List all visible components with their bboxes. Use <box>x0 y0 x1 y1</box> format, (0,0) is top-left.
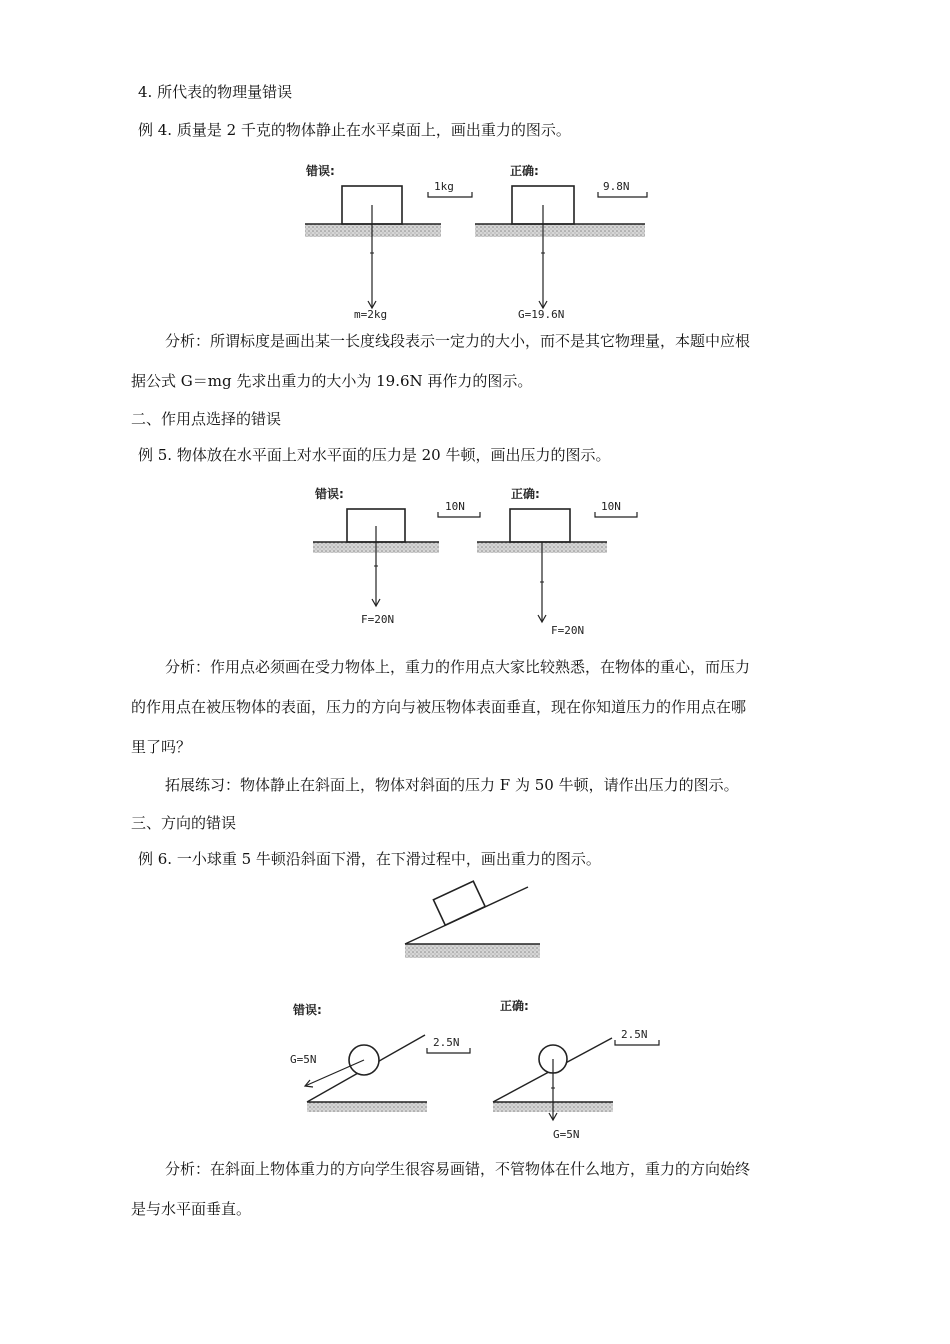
fig4-wrong-scale: 2.5N <box>433 1036 460 1049</box>
analysis-4-line-1: 分析：所谓标度是画出某一长度线段表示一定力的大小，而不是其它物理量，本题中应根 <box>165 332 751 350</box>
ground-surface <box>307 1102 427 1112</box>
table-surface <box>305 224 441 237</box>
example-4: 例 4. 质量是 2 千克的物体静止在水平桌面上，画出重力的图示。 <box>138 121 571 139</box>
analysis-5-line-1: 分析：作用点必须画在受力物体上，重力的作用点大家比较熟悉，在物体的重心，而压力 <box>165 658 751 676</box>
fig1-wrong-title: 错误: <box>306 164 335 178</box>
fig1-right-force: G=19.6N <box>518 308 565 321</box>
fig2-wrong-title: 错误: <box>315 487 344 501</box>
fig1-wrong-force: m=2kg <box>354 308 388 321</box>
analysis-6-line-1: 分析：在斜面上物体重力的方向学生很容易画错，不管物体在什么地方，重力的方向始终 <box>165 1160 751 1178</box>
block <box>433 881 485 925</box>
fig2-right-title: 正确: <box>511 487 540 501</box>
figure-incline-block <box>400 875 550 970</box>
ground-surface <box>405 944 540 958</box>
practice-exercise: 拓展练习：物体静止在斜面上，物体对斜面的压力 F 为 50 牛顿，请作出压力的图示。 <box>165 776 739 794</box>
analysis-5-line-3: 里了吗？ <box>131 738 192 756</box>
fig4-wrong-force: G=5N <box>290 1053 317 1066</box>
figure-example-4 <box>300 158 680 323</box>
analysis-6-line-2: 是与水平面垂直。 <box>131 1200 252 1218</box>
figure-example-5 <box>305 482 650 642</box>
analysis-4-line-2: 据公式 G＝mg 先求出重力的大小为 19.6N 再作力的图示。 <box>131 372 533 390</box>
fig4-wrong-title: 错误: <box>293 1003 322 1017</box>
table-surface <box>475 224 645 237</box>
fig4-right-title: 正确: <box>500 999 529 1013</box>
fig2-right-force: F=20N <box>551 624 585 637</box>
example-6: 例 6. 一小球重 5 牛顿沿斜面下滑，在下滑过程中，画出重力的图示。 <box>138 850 601 868</box>
example-5: 例 5. 物体放在水平面上对水平面的压力是 20 牛顿，画出压力的图示。 <box>138 446 611 464</box>
fig1-wrong-scale: 1kg <box>434 180 454 193</box>
figure-example-6 <box>285 990 670 1150</box>
block <box>510 509 570 542</box>
section-heading-two: 二、作用点选择的错误 <box>131 410 282 428</box>
fig1-right-scale: 9.8N <box>603 180 630 193</box>
fig2-wrong-scale: 10N <box>445 500 465 513</box>
fig2-right-scale: 10N <box>601 500 621 513</box>
fig4-right-force: G=5N <box>553 1128 580 1141</box>
fig4-right-scale: 2.5N <box>621 1028 648 1041</box>
section-heading-4: 4. 所代表的物理量错误 <box>138 83 293 101</box>
section-heading-three: 三、方向的错误 <box>131 814 237 832</box>
fig2-wrong-force: F=20N <box>361 613 395 626</box>
fig1-right-title: 正确: <box>510 164 539 178</box>
analysis-5-line-2: 的作用点在被压物体的表面，压力的方向与被压物体表面垂直，现在你知道压力的作用点在哪 <box>131 698 747 716</box>
